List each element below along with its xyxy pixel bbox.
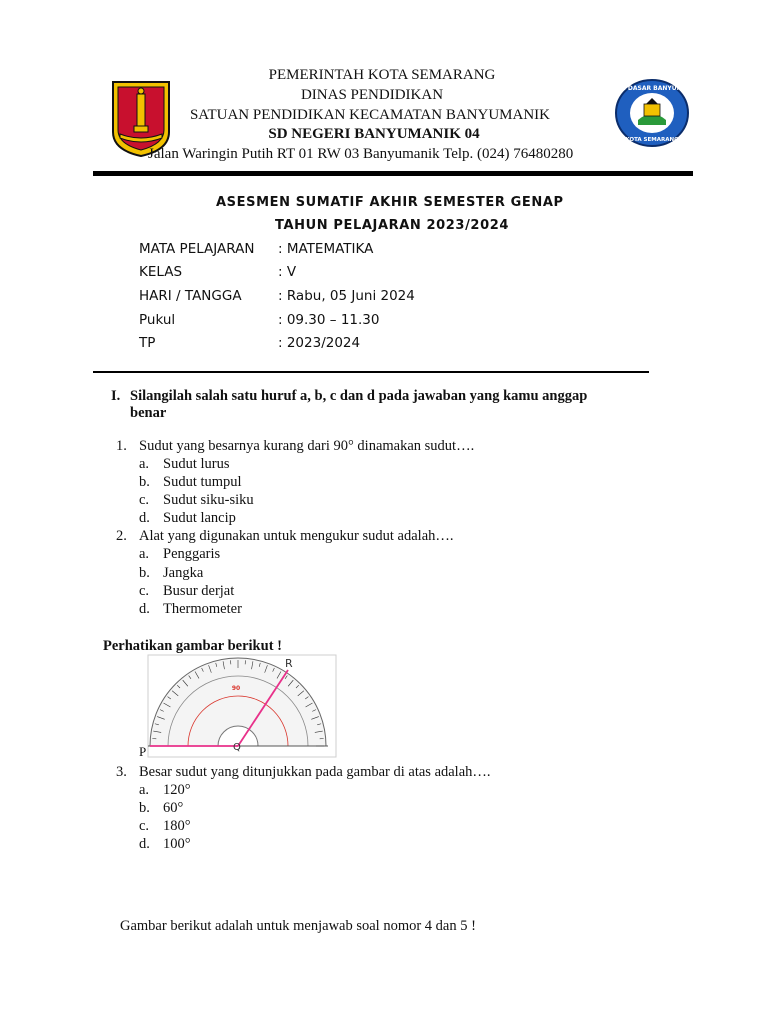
option-text: Jangka xyxy=(163,565,204,581)
answer-option[interactable] xyxy=(139,565,203,582)
question-text: Alat yang digunakan untuk mengukur sudut adalah…. xyxy=(139,528,454,544)
question-number: 2. xyxy=(116,528,127,544)
exam-year: TAHUN PELAJARAN 2023/2024 xyxy=(275,218,510,233)
info-divider xyxy=(93,371,649,373)
info-value: : MATEMATIKA xyxy=(278,241,374,257)
answer-option[interactable] xyxy=(139,800,183,817)
scale-label-90: 90 xyxy=(231,685,241,692)
section-instruction: Silangilah salah satu huruf a, b, c dan d pada jawaban yang kamu anggap xyxy=(130,388,588,404)
info-value: : V xyxy=(278,264,297,280)
letterhead-unit: SATUAN PENDIDIKAN KECAMATAN BANYUMANIK xyxy=(189,107,551,123)
info-value: : 2023/2024 xyxy=(278,335,361,351)
letterhead-school-name: SD NEGERI BANYUMANIK 04 xyxy=(268,126,480,142)
exam-title: ASESMEN SUMATIF AKHIR SEMESTER GENAP xyxy=(216,195,564,210)
option-letter: d. xyxy=(139,601,150,617)
info-label: TP xyxy=(139,335,156,351)
option-letter: d. xyxy=(139,510,150,526)
option-text: Sudut tumpul xyxy=(163,474,242,490)
letterhead-divider xyxy=(93,171,693,176)
letterhead-government: PEMERINTAH KOTA SEMARANG xyxy=(268,67,496,83)
protractor-figure xyxy=(138,654,338,760)
answer-option[interactable] xyxy=(139,492,254,509)
option-letter: a. xyxy=(139,782,150,798)
question-text: Besar sudut yang ditunjukkan pada gambar di atas adalah…. xyxy=(139,764,491,780)
option-letter: b. xyxy=(139,565,150,581)
answer-option[interactable] xyxy=(139,782,191,799)
option-text: 60° xyxy=(163,800,184,816)
section-number: I. xyxy=(111,388,121,404)
answer-option[interactable] xyxy=(139,510,236,527)
footer-note: Gambar berikut adalah untuk menjawab soal nomor 4 dan 5 ! xyxy=(120,918,476,934)
protractor-svg xyxy=(138,654,338,760)
answer-option[interactable] xyxy=(139,546,220,563)
option-letter: c. xyxy=(139,492,150,508)
info-label: Pukul xyxy=(139,312,176,328)
info-label: HARI / TANGGA xyxy=(139,288,242,304)
option-text: 120° xyxy=(163,782,191,798)
figure-caption: Perhatikan gambar berikut ! xyxy=(103,638,282,654)
section-instruction-cont: benar xyxy=(130,405,167,421)
option-letter: b. xyxy=(139,474,150,490)
info-label: MATA PELAJARAN xyxy=(139,241,255,257)
option-letter: c. xyxy=(139,818,150,834)
label-p: P xyxy=(139,744,147,759)
question-number: 1. xyxy=(116,438,127,454)
question-number: 3. xyxy=(116,764,127,780)
answer-option[interactable] xyxy=(139,818,191,835)
letterhead-department: DINAS PENDIDIKAN xyxy=(300,87,444,103)
letterhead-address: Jalan Waringin Putih RT 01 RW 03 Banyumanik Telp. (024) 76480280 xyxy=(148,146,574,162)
label-r: R xyxy=(285,657,293,670)
answer-option[interactable] xyxy=(139,601,242,618)
option-letter: a. xyxy=(139,456,150,472)
info-value: : 09.30 – 11.30 xyxy=(278,312,380,328)
question-text: Sudut yang besarnya kurang dari 90° dinamakan sudut…. xyxy=(139,438,475,454)
option-text: 180° xyxy=(163,818,191,834)
option-letter: d. xyxy=(139,836,150,852)
option-letter: a. xyxy=(139,546,150,562)
option-letter: b. xyxy=(139,800,150,816)
answer-option[interactable] xyxy=(139,836,191,853)
option-letter: c. xyxy=(139,583,150,599)
option-text: Busur derjat xyxy=(163,583,235,599)
answer-option[interactable] xyxy=(139,456,229,473)
option-text: Sudut siku-siku xyxy=(163,492,254,508)
option-text: Sudut lurus xyxy=(163,456,230,472)
answer-option[interactable] xyxy=(139,474,242,491)
info-label: KELAS xyxy=(139,264,183,280)
option-text: 100° xyxy=(163,836,191,852)
school-logo-text-bottom: KOTA SEMARANG xyxy=(625,137,679,143)
info-value: : Rabu, 05 Juni 2024 xyxy=(278,288,415,304)
option-text: Thermometer xyxy=(163,601,242,617)
label-q: Q xyxy=(233,742,241,753)
answer-option[interactable] xyxy=(139,583,234,600)
option-text: Sudut lancip xyxy=(163,510,236,526)
school-logo-text-top: SEKOLAH DASAR BANYUMANIK 04 xyxy=(594,85,710,92)
option-text: Penggaris xyxy=(163,546,221,562)
